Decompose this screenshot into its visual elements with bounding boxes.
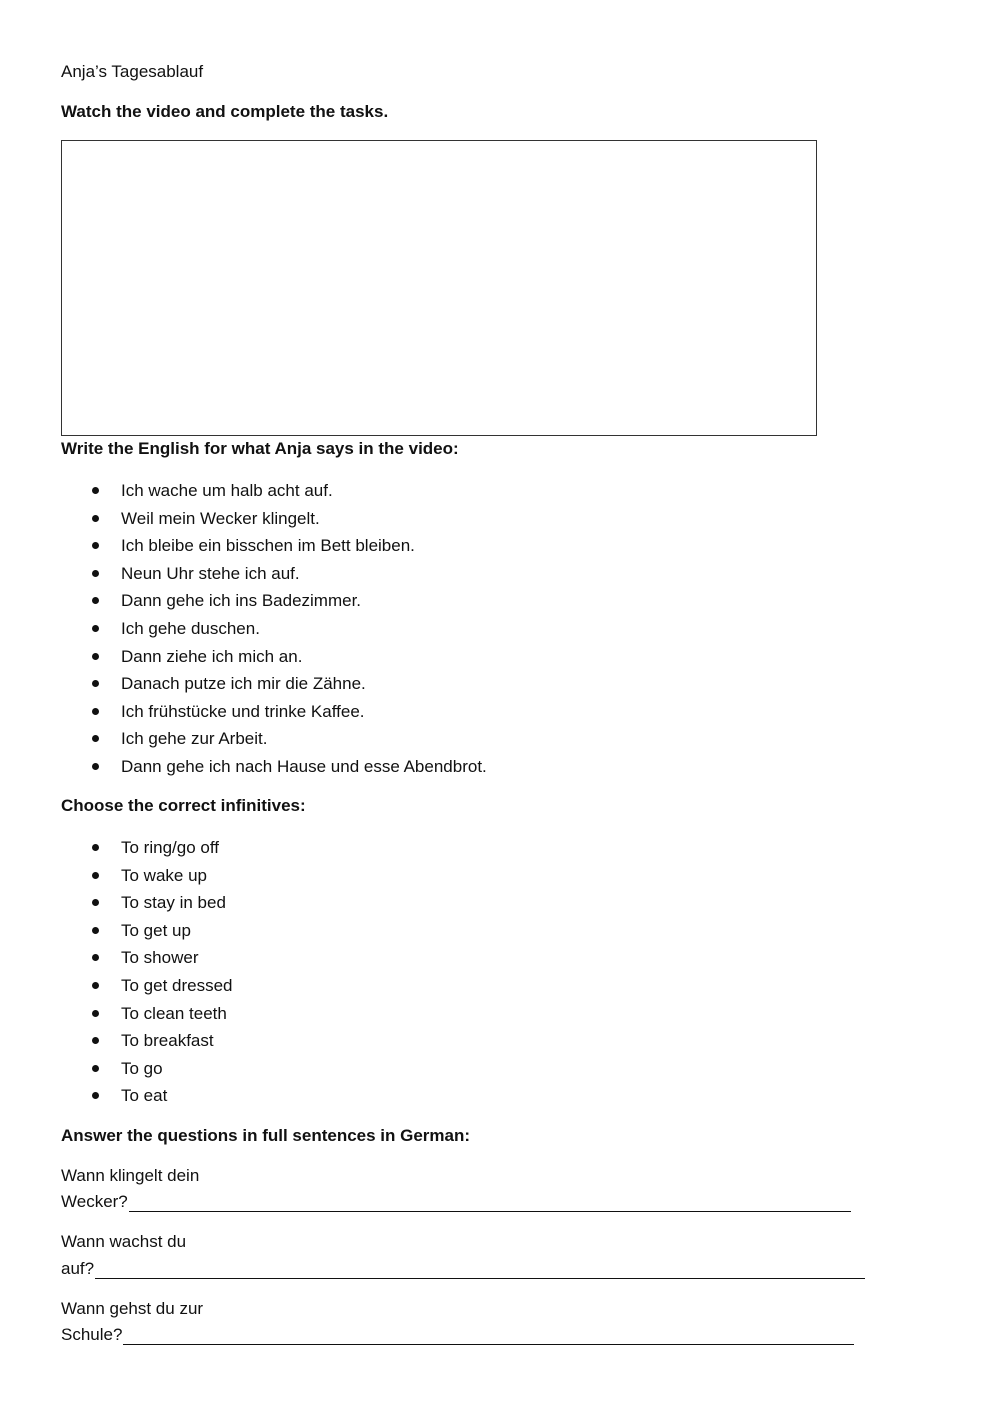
- bullet-icon: [92, 653, 99, 660]
- section3-heading: Answer the questions in full sentences in German:: [61, 1126, 471, 1145]
- instruction-text: Watch the video and complete the tasks.: [61, 102, 389, 121]
- question-2-text: Wann wachst du: [61, 1232, 187, 1251]
- bullet-icon: [92, 982, 99, 989]
- question-2-answer-row: [61, 1259, 865, 1279]
- question-3-answer-row: [61, 1325, 854, 1345]
- bullet-icon: [92, 597, 99, 604]
- answer-line-2[interactable]: [95, 1262, 865, 1279]
- bullet-icon: [92, 954, 99, 961]
- bullet-icon: [92, 708, 99, 715]
- bullet-icon: [92, 899, 99, 906]
- bullet-icon: [92, 515, 99, 522]
- question-1-text: Wann klingelt dein: [61, 1166, 200, 1185]
- bullet-icon: [92, 844, 99, 851]
- bullet-icon: [92, 927, 99, 934]
- video-placeholder[interactable]: [61, 140, 817, 436]
- section1-heading: Write the English for what Anja says in the video:: [61, 439, 459, 458]
- question-1-text-end: Wecker?: [61, 1192, 128, 1211]
- bullet-icon: [92, 680, 99, 687]
- worksheet-title: Anja’s Tagesablauf: [61, 62, 204, 81]
- bullet-icon: [92, 1010, 99, 1017]
- question-1-answer-row: [61, 1192, 851, 1212]
- bullet-icon: [92, 872, 99, 879]
- bullet-icon: [92, 735, 99, 742]
- bullet-icon: [92, 1037, 99, 1044]
- worksheet-page: Anja’s Tagesablauf Watch the video and complete the tasks. Write the English for what Anja says in the video: Ich wache um halb acht auf. Weil mein Wecker klingelt. Ich bleibe ein bisschen im Bett bleiben. Neun Uhr stehe ich auf. Dann gehe ich ins Badezimmer. Ich gehe duschen. Dann ziehe ich mich an. Danach putze ich mir die Zähne. Ich frühstücke und trinke Kaffee. Ich gehe zur Arbeit. Dann gehe ich nach Hause und esse Abendbrot. Choose the correct infinitives: To ring/go off To wake up To stay in bed To get up To shower To get dressed To clean teeth To breakfast To go To eat Answer the questions in full sentences in German: Wann klingelt dein Wecker? Wann wachst du auf? Wann gehst du zur Schule?: [0, 0, 1000, 1413]
- bullet-icon: [92, 1065, 99, 1072]
- answer-line-3[interactable]: [123, 1328, 854, 1345]
- question-3-text: Wann gehst du zur: [61, 1299, 204, 1318]
- bullet-icon: [92, 542, 99, 549]
- bullet-icon: [92, 625, 99, 632]
- bullet-icon: [92, 1092, 99, 1099]
- question-2-text-end: auf?: [61, 1259, 95, 1278]
- section2-heading: Choose the correct infinitives:: [61, 796, 306, 815]
- question-3-text-end: Schule?: [61, 1325, 123, 1344]
- bullet-icon: [92, 487, 99, 494]
- answer-line-1[interactable]: [129, 1195, 851, 1212]
- bullet-icon: [92, 763, 99, 770]
- bullet-icon: [92, 570, 99, 577]
